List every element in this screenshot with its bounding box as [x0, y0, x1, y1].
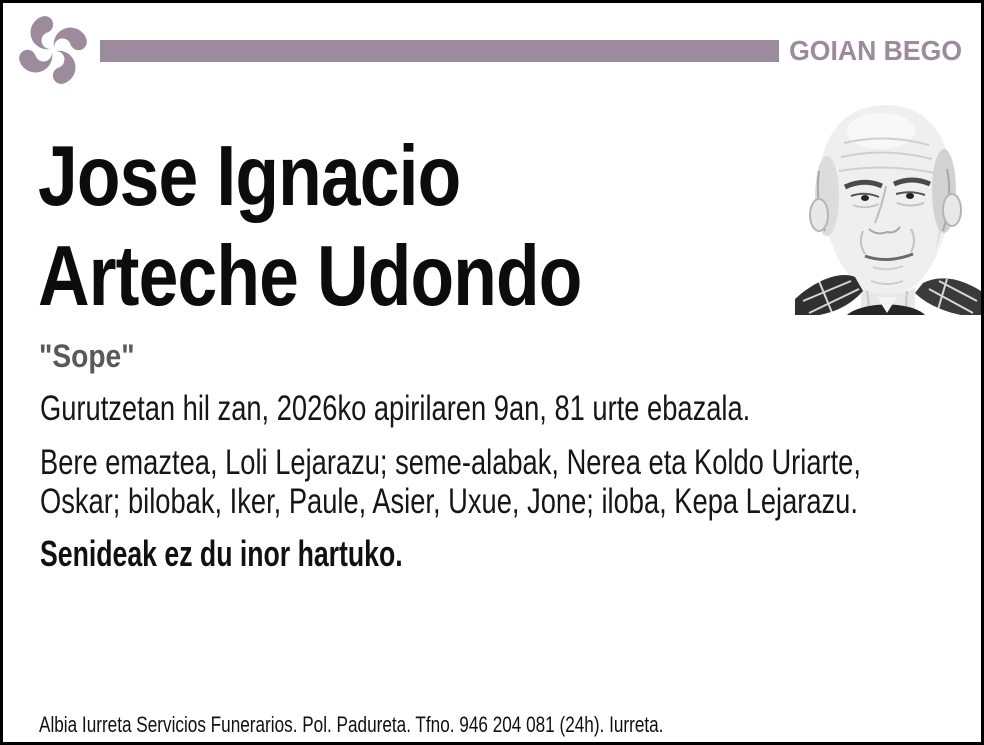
deceased-name-line2: Arteche Udondo	[38, 229, 582, 324]
portrait-photo	[789, 91, 981, 315]
funeral-home-info: Albia Iurreta Servicios Funerarios. Pol. Padureta. Tfno. 946 204 081 (24h). Iurreta.	[39, 712, 664, 737]
no-visitors-line: Senideak ez du inor hartuko.	[40, 533, 403, 574]
family-listing	[40, 443, 861, 521]
deceased-nickname: "Sope"	[39, 338, 135, 374]
death-announcement: Gurutzetan hil zan, 2026ko apirilaren 9an, 81 urte ebazala.	[40, 389, 751, 428]
deceased-name-line1: Jose Ignacio	[38, 129, 461, 224]
lauburu-icon	[13, 10, 93, 90]
memorial-phrase: GOIAN BEGO	[789, 35, 962, 66]
header-accent-bar	[100, 40, 779, 62]
family-line-2: Oskar; bilobak, Iker, Paule, Asier, Uxue, Jone; iloba, Kepa Lejarazu.	[40, 482, 858, 521]
family-line-1: Bere emaztea, Loli Lejarazu; seme-alabak, Nerea eta Koldo Uriarte,	[40, 443, 861, 482]
